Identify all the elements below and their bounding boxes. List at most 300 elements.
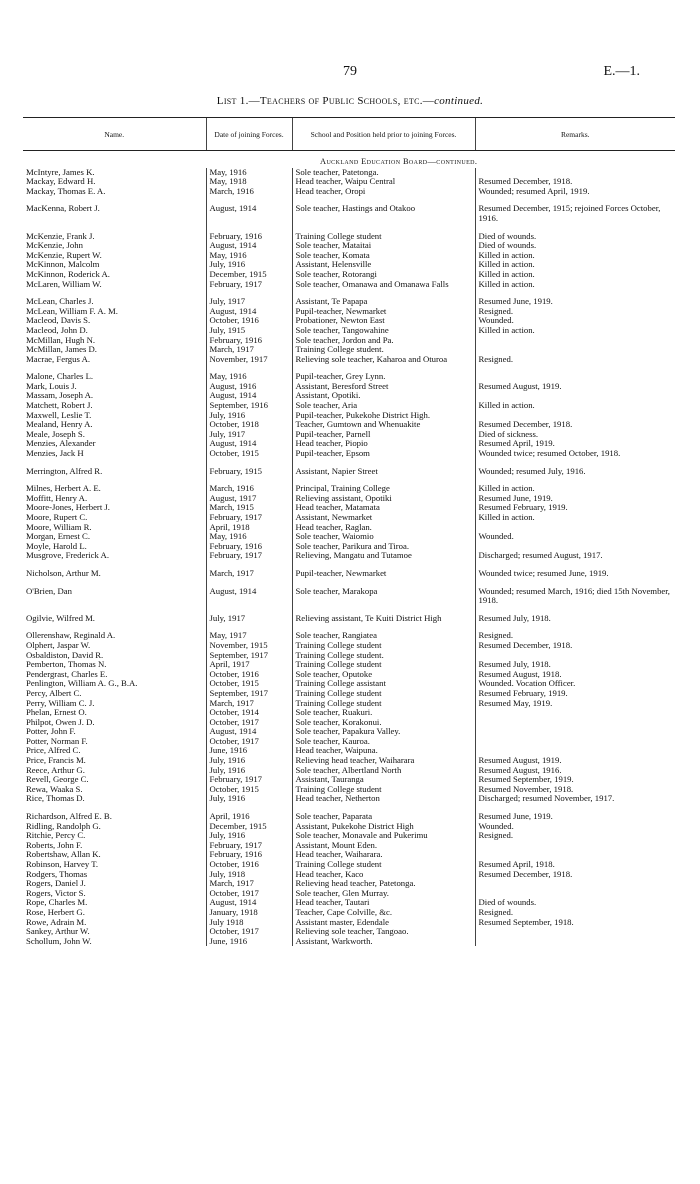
- cell-school: Sole teacher, Glen Murray.: [292, 889, 475, 899]
- table-row: [23, 879, 675, 889]
- cell-name: Roberts, John F.: [26, 840, 83, 850]
- cell-remarks: Resumed July, 1918.: [475, 606, 675, 624]
- cell-remarks: Resumed December, 1918.: [475, 870, 675, 880]
- cell-remarks: [475, 879, 675, 889]
- table-row: [23, 794, 675, 804]
- cell-remarks: [475, 542, 675, 552]
- cell-name: Mackay, Thomas E. A.: [26, 186, 106, 196]
- cell-school: Sole teacher, Rotorangi: [292, 270, 475, 280]
- cell-school: Pupil-teacher, Pukekohe District High.: [292, 411, 475, 421]
- cell-school: Assistant, Tauranga: [292, 775, 475, 785]
- cell-remarks: Resumed June, 1919.: [475, 804, 675, 822]
- cell-school: Training College student: [292, 785, 475, 795]
- cell-name: Macleod, Davis S.: [26, 316, 91, 326]
- cell-remarks: Wounded; resumed July, 1916.: [475, 459, 675, 477]
- table-body: [23, 151, 675, 947]
- cell-name: MacKenna, Robert J.: [26, 203, 100, 214]
- cell-school: Pupil-teacher, Newmarket: [292, 307, 475, 317]
- cell-date: March, 1917: [206, 699, 292, 709]
- col-header-remarks: Remarks.: [475, 118, 675, 151]
- cell-name: McKinnon, Malcolm: [26, 260, 100, 270]
- table-row: [23, 196, 675, 223]
- cell-remarks: Killed in action.: [475, 326, 675, 336]
- table-row: [23, 523, 675, 533]
- cell-date: February, 1916: [206, 224, 292, 242]
- cell-name: Ogilvie, Wilfred M.: [26, 612, 95, 623]
- cell-date: October, 1917: [206, 737, 292, 747]
- cell-date: August, 1914: [206, 579, 292, 606]
- cell-remarks: Resumed December, 1918.: [475, 177, 675, 187]
- cell-remarks: Wounded twice; resumed June, 1919.: [475, 561, 675, 579]
- cell-date: October, 1916: [206, 316, 292, 326]
- cell-name: Massam, Joseph A.: [26, 391, 94, 401]
- cell-name: Moore-Jones, Herbert J.: [26, 503, 110, 513]
- table-row: [23, 927, 675, 937]
- cell-date: August, 1914: [206, 727, 292, 737]
- table-row: [23, 689, 675, 699]
- cell-date: July, 1916: [206, 260, 292, 270]
- table-row: [23, 606, 675, 624]
- table-row: [23, 251, 675, 261]
- cell-date: October, 1917: [206, 889, 292, 899]
- cell-date: February, 1917: [206, 551, 292, 561]
- table-row: [23, 679, 675, 689]
- cell-name: Rogers, Victor S.: [26, 888, 86, 898]
- cell-name: Mackay, Edward H.: [26, 177, 96, 187]
- cell-date: July, 1917: [206, 289, 292, 307]
- cell-remarks: [475, 737, 675, 747]
- cell-name: McKenzie, Rupert W.: [26, 250, 102, 260]
- cell-remarks: Wounded.: [475, 822, 675, 832]
- cell-date: June, 1916: [206, 746, 292, 756]
- cell-school: Sole teacher, Monavale and Pukerimu: [292, 831, 475, 841]
- cell-remarks: Resumed August, 1919.: [475, 756, 675, 766]
- table-row: [23, 822, 675, 832]
- cell-name: McIntyre, James K.: [26, 167, 95, 177]
- cell-date: February, 1916: [206, 850, 292, 860]
- cell-school: Sole teacher, Albertland North: [292, 766, 475, 776]
- cell-date: August, 1914: [206, 898, 292, 908]
- cell-remarks: Died of wounds.: [475, 241, 675, 251]
- cell-remarks: Killed in action.: [475, 476, 675, 494]
- cell-date: October, 1916: [206, 860, 292, 870]
- cell-date: December, 1915: [206, 270, 292, 280]
- cell-school: Sole teacher, Paparata: [292, 804, 475, 822]
- cell-school: Sole teacher, Marakopa: [292, 579, 475, 606]
- section-heading: Auckland Education Board—continued.: [320, 157, 478, 166]
- cell-name: McMillan, Hugh N.: [26, 335, 96, 345]
- cell-school: Head teacher, Tautari: [292, 898, 475, 908]
- cell-name: Percy, Albert C.: [26, 688, 82, 698]
- cell-school: Assistant, Warkworth.: [292, 937, 475, 947]
- cell-school: Teacher, Gumtown and Whenuakite: [292, 420, 475, 430]
- cell-name: Nicholson, Arthur M.: [26, 567, 101, 578]
- cell-remarks: Resigned.: [475, 623, 675, 641]
- cell-school: Sole teacher, Korakonui.: [292, 718, 475, 728]
- cell-remarks: [475, 336, 675, 346]
- table-row: [23, 307, 675, 317]
- table-row: [23, 860, 675, 870]
- cell-remarks: Resumed June, 1919.: [475, 494, 675, 504]
- table-row: [23, 326, 675, 336]
- table-row: [23, 411, 675, 421]
- table-row: [23, 449, 675, 459]
- cell-school: Teacher, Cape Colville, &c.: [292, 908, 475, 918]
- cell-remarks: Resumed August, 1916.: [475, 766, 675, 776]
- cell-school: Pupil-teacher, Epsom: [292, 449, 475, 459]
- table-row: [23, 336, 675, 346]
- cell-name: McMillan, James D.: [26, 345, 97, 355]
- cell-date: August, 1916: [206, 382, 292, 392]
- table-row: [23, 937, 675, 947]
- cell-date: November, 1915: [206, 641, 292, 651]
- col-header-school: School and Position held prior to joining Forces.: [292, 118, 475, 151]
- cell-name: Penlington, William A. G., B.A.: [26, 679, 138, 689]
- cell-date: May, 1916: [206, 364, 292, 382]
- cell-school: Head teacher, Piopio: [292, 439, 475, 449]
- cell-remarks: Resigned.: [475, 355, 675, 365]
- cell-name: Price, Francis M.: [26, 756, 86, 766]
- table-row: [23, 355, 675, 365]
- table-row: [23, 187, 675, 197]
- cell-school: Training College student: [292, 860, 475, 870]
- cell-remarks: Resumed August, 1918.: [475, 670, 675, 680]
- cell-remarks: Resumed February, 1919.: [475, 503, 675, 513]
- cell-date: May, 1916: [206, 532, 292, 542]
- cell-name: Mark, Louis J.: [26, 381, 77, 391]
- cell-school: Assistant, Beresford Street: [292, 382, 475, 392]
- cell-name: Ridling, Randolph G.: [26, 821, 101, 831]
- cell-remarks: [475, 727, 675, 737]
- table-row: [23, 804, 675, 822]
- cell-school: Assistant master, Edendale: [292, 918, 475, 928]
- cell-school: Relieving sole teacher, Kaharoa and Oturoa: [292, 355, 475, 365]
- cell-name: Moffitt, Henry A.: [26, 493, 88, 503]
- cell-school: Sole teacher, Komata: [292, 251, 475, 261]
- table-row: [23, 699, 675, 709]
- cell-name: Rogers, Daniel J.: [26, 879, 86, 889]
- cell-name: McLean, William F. A. M.: [26, 306, 118, 316]
- cell-name: Morgan, Ernest C.: [26, 532, 91, 542]
- table-row: [23, 177, 675, 187]
- cell-remarks: [475, 523, 675, 533]
- cell-remarks: Resumed September, 1918.: [475, 918, 675, 928]
- cell-remarks: Resumed August, 1919.: [475, 382, 675, 392]
- cell-school: Sole teacher, Kauroa.: [292, 737, 475, 747]
- cell-name: O'Brien, Dan: [26, 585, 72, 596]
- col-header-name: Name.: [23, 118, 206, 151]
- cell-name: McLean, Charles J.: [26, 296, 94, 307]
- cell-name: Pendergrast, Charles E.: [26, 669, 108, 679]
- cell-school: Head teacher, Oropi: [292, 187, 475, 197]
- cell-school: Assistant, Napier Street: [292, 459, 475, 477]
- cell-remarks: Resumed April, 1918.: [475, 860, 675, 870]
- table-row: [23, 898, 675, 908]
- cell-date: February, 1916: [206, 542, 292, 552]
- table-row: [23, 579, 675, 606]
- table-row: [23, 289, 675, 307]
- table-row: [23, 532, 675, 542]
- cell-remarks: Resigned.: [475, 307, 675, 317]
- cell-remarks: [475, 937, 675, 947]
- cell-date: March, 1917: [206, 879, 292, 889]
- cell-date: April, 1916: [206, 804, 292, 822]
- table-row: [23, 918, 675, 928]
- cell-school: Relieving, Mangatu and Tutamoe: [292, 551, 475, 561]
- cell-date: February, 1915: [206, 459, 292, 477]
- cell-remarks: Died of wounds.: [475, 224, 675, 242]
- cell-remarks: [475, 411, 675, 421]
- cell-remarks: Resigned.: [475, 831, 675, 841]
- cell-remarks: Wounded.: [475, 532, 675, 542]
- cell-date: October, 1917: [206, 718, 292, 728]
- cell-name: McKenzie, John: [26, 241, 83, 251]
- cell-remarks: Killed in action.: [475, 270, 675, 280]
- cell-date: October, 1914: [206, 708, 292, 718]
- cell-date: February, 1917: [206, 775, 292, 785]
- cell-date: March, 1917: [206, 561, 292, 579]
- cell-remarks: Wounded; resumed March, 1916; died 15th November, 1918.: [475, 579, 675, 606]
- table-row: [23, 476, 675, 494]
- cell-school: Sole teacher, Papakura Valley.: [292, 727, 475, 737]
- cell-date: August, 1914: [206, 241, 292, 251]
- cell-remarks: Resumed November, 1918.: [475, 785, 675, 795]
- cell-remarks: Resumed May, 1919.: [475, 699, 675, 709]
- cell-remarks: [475, 345, 675, 355]
- cell-remarks: Resumed December, 1918.: [475, 420, 675, 430]
- cell-school: Relieving assistant, Te Kuiti District High: [292, 606, 475, 624]
- table-row: [23, 382, 675, 392]
- teachers-table: [23, 117, 675, 946]
- cell-date: March, 1916: [206, 187, 292, 197]
- cell-name: Maxwell, Leslie T.: [26, 410, 92, 420]
- cell-remarks: Wounded.: [475, 316, 675, 326]
- cell-date: May, 1918: [206, 177, 292, 187]
- cell-date: April, 1918: [206, 523, 292, 533]
- cell-remarks: Killed in action.: [475, 280, 675, 290]
- cell-school: Sole teacher, Omanawa and Omanawa Falls: [292, 280, 475, 290]
- table-row: [23, 708, 675, 718]
- table-row: [23, 542, 675, 552]
- table-row: [23, 670, 675, 680]
- cell-date: August, 1914: [206, 439, 292, 449]
- cell-name: Potter, John F.: [26, 727, 76, 737]
- cell-date: September, 1916: [206, 401, 292, 411]
- cell-school: Head teacher, Waipu Central: [292, 177, 475, 187]
- cell-school: Relieving assistant, Opotiki: [292, 494, 475, 504]
- cell-remarks: Resumed February, 1919.: [475, 689, 675, 699]
- cell-remarks: Killed in action.: [475, 251, 675, 261]
- cell-date: July, 1916: [206, 831, 292, 841]
- cell-school: Training College assistant: [292, 679, 475, 689]
- cell-school: Head teacher, Kaco: [292, 870, 475, 880]
- table-row: [23, 561, 675, 579]
- cell-school: Training College student.: [292, 651, 475, 661]
- cell-name: Moore, William R.: [26, 522, 92, 532]
- cell-school: Sole teacher, Jordon and Pa.: [292, 336, 475, 346]
- cell-remarks: [475, 889, 675, 899]
- cell-school: Sole teacher, Oputoke: [292, 670, 475, 680]
- cell-remarks: Resumed December, 1915; rejoined Forces October, 1916.: [475, 196, 675, 223]
- cell-remarks: Resumed December, 1918.: [475, 641, 675, 651]
- cell-date: February, 1917: [206, 513, 292, 523]
- cell-name: Merrington, Alfred R.: [26, 465, 103, 476]
- table-row: [23, 513, 675, 523]
- cell-date: January, 1918: [206, 908, 292, 918]
- cell-date: July, 1918: [206, 870, 292, 880]
- table-row: [23, 718, 675, 728]
- cell-name: Meale, Joseph S.: [26, 429, 85, 439]
- cell-name: Ollerenshaw, Reginald A.: [26, 630, 116, 641]
- table-row: [23, 775, 675, 785]
- table-row: [23, 503, 675, 513]
- cell-remarks: [475, 364, 675, 382]
- table-row: [23, 651, 675, 661]
- cell-date: August, 1917: [206, 494, 292, 504]
- cell-date: March, 1917: [206, 345, 292, 355]
- cell-date: August, 1914: [206, 307, 292, 317]
- cell-remarks: Killed in action.: [475, 401, 675, 411]
- cell-remarks: [475, 708, 675, 718]
- cell-remarks: [475, 746, 675, 756]
- table-row: [23, 766, 675, 776]
- cell-name: Perry, William C. J.: [26, 698, 95, 708]
- cell-name: Philpot, Owen J. D.: [26, 717, 95, 727]
- cell-school: Training College student: [292, 224, 475, 242]
- table-row: [23, 241, 675, 251]
- cell-school: Head teacher, Matamata: [292, 503, 475, 513]
- cell-date: May, 1917: [206, 623, 292, 641]
- cell-remarks: Wounded. Vocation Officer.: [475, 679, 675, 689]
- cell-date: September, 1917: [206, 651, 292, 661]
- col-header-date: Date of joining Forces.: [206, 118, 292, 151]
- cell-name: Schollum, John W.: [26, 936, 92, 946]
- table-row: [23, 391, 675, 401]
- cell-school: Pupil-teacher, Newmarket: [292, 561, 475, 579]
- cell-school: Training College student.: [292, 345, 475, 355]
- cell-school: Sole teacher, Rangiatea: [292, 623, 475, 641]
- table-row: [23, 345, 675, 355]
- cell-name: Rose, Herbert G.: [26, 907, 85, 917]
- cell-school: Head teacher, Netherton: [292, 794, 475, 804]
- cell-date: February, 1916: [206, 336, 292, 346]
- cell-name: Musgrove, Frederick A.: [26, 551, 109, 561]
- cell-name: Matchett, Robert J.: [26, 401, 93, 411]
- table-row: [23, 551, 675, 561]
- cell-remarks: Discharged; resumed November, 1917.: [475, 794, 675, 804]
- table-row: [23, 224, 675, 242]
- cell-date: July, 1915: [206, 326, 292, 336]
- table-row: [23, 785, 675, 795]
- cell-name: Mealand, Henry A.: [26, 420, 93, 430]
- cell-date: July, 1917: [206, 606, 292, 624]
- cell-name: Reece, Arthur G.: [26, 765, 85, 775]
- cell-name: Olphert, Jaspar W.: [26, 640, 91, 650]
- section-pad: [23, 151, 292, 168]
- cell-name: Price, Alfred C.: [26, 746, 81, 756]
- cell-name: Moyle, Harold L.: [26, 541, 87, 551]
- cell-date: August, 1914: [206, 391, 292, 401]
- cell-date: March, 1916: [206, 476, 292, 494]
- cell-remarks: [475, 841, 675, 851]
- table-row: [23, 623, 675, 641]
- cell-name: Potter, Norman F.: [26, 736, 88, 746]
- cell-name: Richardson, Alfred E. B.: [26, 811, 112, 822]
- cell-remarks: Resumed September, 1919.: [475, 775, 675, 785]
- list-title-suffix: continued.: [434, 95, 484, 107]
- cell-name: Macrae, Fergus A.: [26, 354, 91, 364]
- cell-remarks: Discharged; resumed August, 1917.: [475, 551, 675, 561]
- cell-name: Milnes, Herbert A. E.: [26, 483, 101, 494]
- cell-school: Training College student: [292, 689, 475, 699]
- cell-remarks: Killed in action.: [475, 513, 675, 523]
- cell-school: Relieving sole teacher, Tangoao.: [292, 927, 475, 937]
- cell-remarks: Died of wounds.: [475, 898, 675, 908]
- cell-school: Probationer, Newton East: [292, 316, 475, 326]
- cell-name: Rowe, Adrain M.: [26, 917, 87, 927]
- table-row: [23, 831, 675, 841]
- cell-name: McLaren, William W.: [26, 279, 102, 289]
- cell-date: February, 1917: [206, 841, 292, 851]
- cell-school: Sole teacher, Parikura and Tiroa.: [292, 542, 475, 552]
- cell-date: July, 1916: [206, 766, 292, 776]
- cell-remarks: [475, 850, 675, 860]
- cell-school: Head teacher, Raglan.: [292, 523, 475, 533]
- cell-name: Rope, Charles M.: [26, 898, 88, 908]
- cell-school: Sole teacher, Mataitai: [292, 241, 475, 251]
- cell-school: Sole teacher, Patetonga.: [292, 168, 475, 178]
- cell-date: December, 1915: [206, 822, 292, 832]
- cell-date: April, 1917: [206, 660, 292, 670]
- cell-name: Pemberton, Thomas N.: [26, 660, 107, 670]
- cell-school: Relieving head teacher, Patetonga.: [292, 879, 475, 889]
- cell-date: May, 1916: [206, 251, 292, 261]
- cell-date: July, 1916: [206, 756, 292, 766]
- cell-date: November, 1917: [206, 355, 292, 365]
- cell-name: Rewa, Waaka S.: [26, 784, 83, 794]
- cell-school: Training College student: [292, 641, 475, 651]
- table-row: [23, 270, 675, 280]
- cell-school: Head teacher, Waiharara.: [292, 850, 475, 860]
- cell-school: Sole teacher, Ruakuri.: [292, 708, 475, 718]
- cell-school: Sole teacher, Tangowahine: [292, 326, 475, 336]
- table-row: [23, 850, 675, 860]
- cell-name: Phelan, Ernest O.: [26, 708, 87, 718]
- cell-date: October, 1917: [206, 927, 292, 937]
- header-row: [23, 118, 675, 151]
- cell-name: Rodgers, Thomas: [26, 869, 88, 879]
- list-title-text: List 1.—Teachers of Public Schools, etc.—: [216, 95, 435, 107]
- cell-remarks: Resumed July, 1918.: [475, 660, 675, 670]
- table-row: [23, 756, 675, 766]
- cell-school: Assistant, Te Papapa: [292, 289, 475, 307]
- cell-date: July 1918: [206, 918, 292, 928]
- table-row: [23, 841, 675, 851]
- page-code: E.—1.: [603, 64, 640, 79]
- cell-school: Head teacher, Waipuna.: [292, 746, 475, 756]
- cell-date: July, 1916: [206, 794, 292, 804]
- table-row: [23, 420, 675, 430]
- cell-remarks: [475, 168, 675, 178]
- table-row: [23, 908, 675, 918]
- cell-remarks: Resumed June, 1919.: [475, 289, 675, 307]
- cell-date: August, 1914: [206, 196, 292, 223]
- cell-remarks: Resigned.: [475, 908, 675, 918]
- table-row: [23, 870, 675, 880]
- cell-date: October, 1915: [206, 785, 292, 795]
- cell-date: October, 1916: [206, 670, 292, 680]
- cell-school: Assistant, Opotiki.: [292, 391, 475, 401]
